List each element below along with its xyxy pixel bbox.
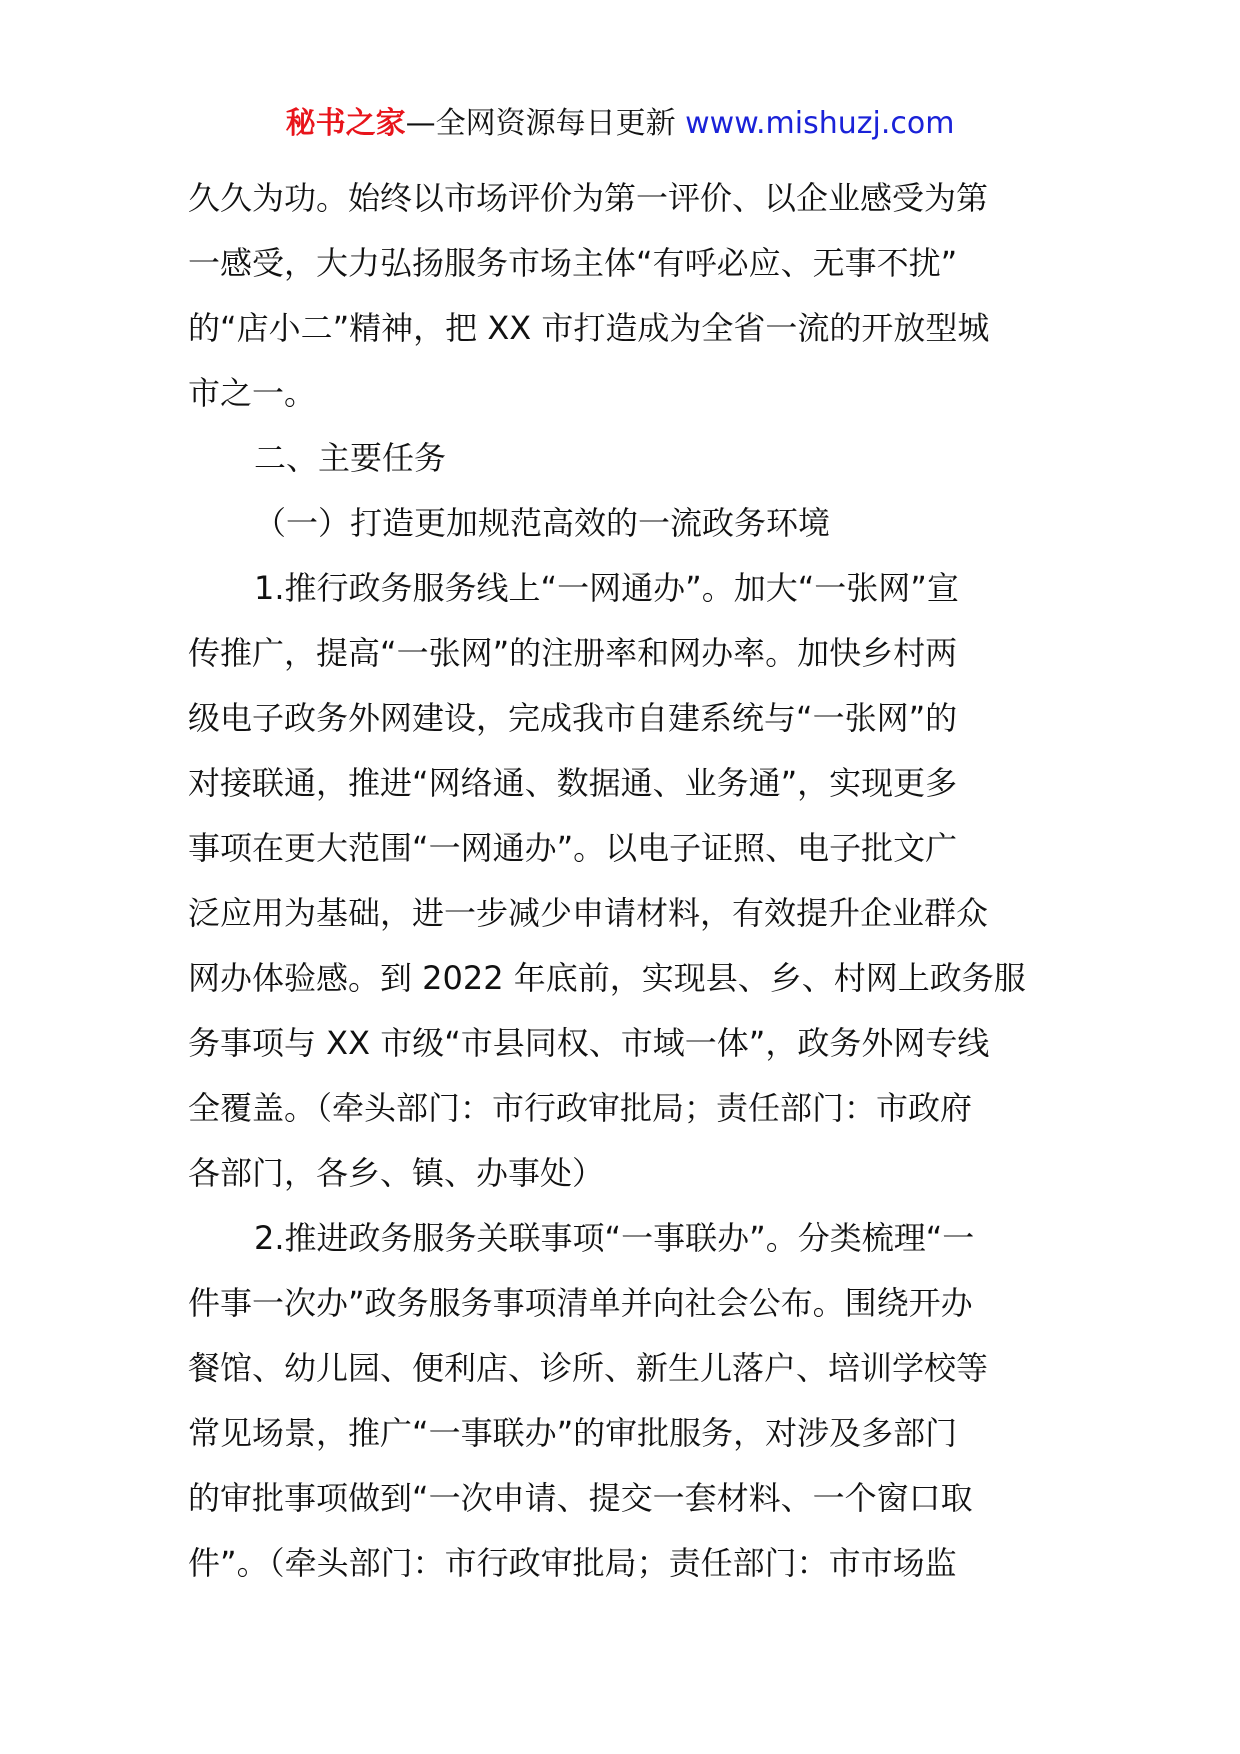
site-brand: 秘书之家 bbox=[285, 106, 406, 141]
text-line: 级电子政务外网建设，完成我市自建系统与“一张网”的 bbox=[188, 699, 958, 737]
text-line: 1.推行政务服务线上“一网通办”。加大“一张网”宣 bbox=[254, 569, 959, 607]
text-line: 全覆盖。（牵头部门：市行政审批局；责任部门：市政府 bbox=[188, 1089, 973, 1127]
text-line: 2.推进政务服务关联事项“一事联办”。分类梳理“一 bbox=[254, 1219, 975, 1257]
text-line: 各部门，各乡、镇、办事处） bbox=[188, 1154, 605, 1192]
text-line: （一）打造更加规范高效的一流政务环境 bbox=[254, 504, 831, 542]
text-line: 二、主要任务 bbox=[254, 439, 447, 477]
text-line: 的“店小二”精神，把 XX 市打造成为全省一流的开放型城 bbox=[188, 309, 990, 347]
text-line: 件”。（牵头部门：市行政审批局；责任部门：市市场监 bbox=[188, 1544, 957, 1582]
text-line: 久久为功。始终以市场评价为第一评价、以企业感受为第 bbox=[188, 179, 989, 217]
text-line: 市之一。 bbox=[188, 374, 317, 412]
text-line: 泛应用为基础，进一步减少申请材料，有效提升企业群众 bbox=[188, 894, 989, 932]
text-line: 的审批事项做到“一次申请、提交一套材料、一个窗口取 bbox=[188, 1479, 973, 1517]
text-line: 件事一次办”政务服务事项清单并向社会公布。围绕开办 bbox=[188, 1284, 973, 1322]
site-tagline: —全网资源每日更新 bbox=[405, 106, 686, 141]
text-line: 常见场景，推广“一事联办”的审批服务，对涉及多部门 bbox=[188, 1414, 958, 1452]
text-line: 餐馆、幼儿园、便利店、诊所、新生儿落户、培训学校等 bbox=[188, 1349, 989, 1387]
document-body bbox=[188, 166, 1056, 1596]
page-header bbox=[0, 104, 1240, 144]
text-line: 务事项与 XX 市级“市县同权、市域一体”，政务外网专线 bbox=[188, 1024, 990, 1062]
text-line: 事项在更大范围“一网通办”。以电子证照、电子批文广 bbox=[188, 829, 958, 867]
text-line: 传推广，提高“一张网”的注册率和网办率。加快乡村两 bbox=[188, 634, 958, 672]
site-url-link[interactable]: www.mishuzj.com bbox=[685, 106, 955, 141]
text-line: 对接联通，推进“网络通、数据通、业务通”，实现更多 bbox=[188, 764, 958, 802]
text-line: 一感受，大力弘扬服务市场主体“有呼必应、无事不扰” bbox=[188, 244, 958, 282]
text-line: 网办体验感。到 2022 年底前，实现县、乡、村网上政务服 bbox=[188, 959, 1026, 997]
